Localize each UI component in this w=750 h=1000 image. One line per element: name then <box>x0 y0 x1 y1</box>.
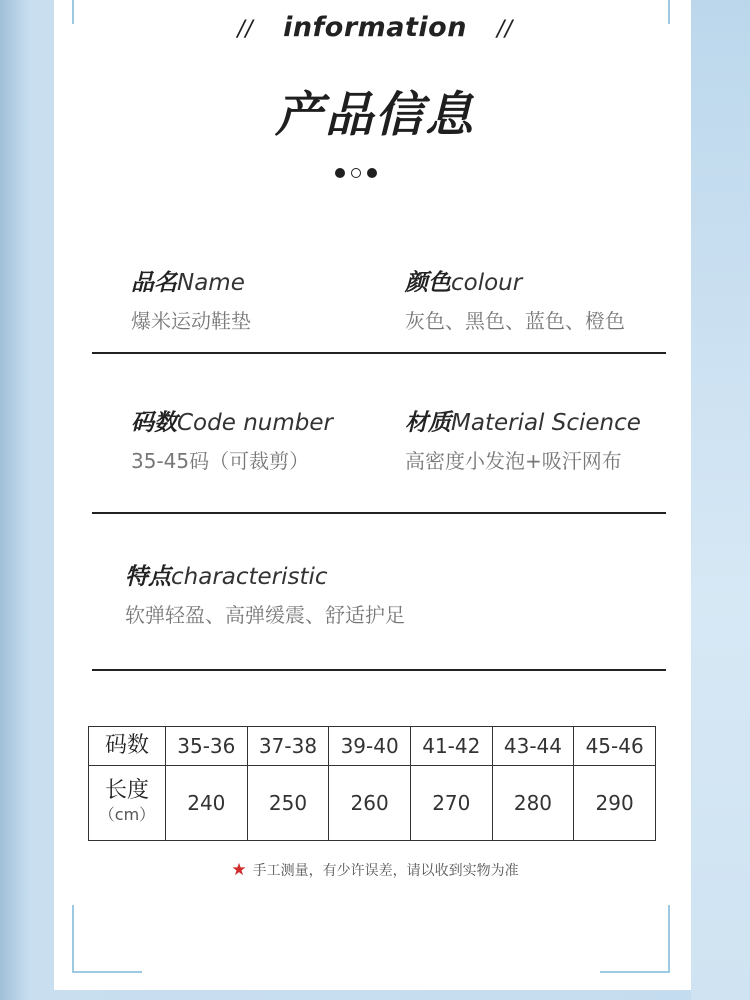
dot-filled-icon <box>367 168 377 178</box>
field-code-value: 35-45码（可裁剪） <box>131 449 310 473</box>
field-colour-value: 灰色、黑色、蓝色、橙色 <box>405 309 625 333</box>
field-material-en: Material Science <box>451 410 641 436</box>
divider <box>92 512 666 514</box>
row-header-length <box>89 765 166 841</box>
field-code <box>131 404 333 474</box>
field-name-label <box>131 264 251 297</box>
row-header-length-label: 长度 <box>104 777 149 803</box>
table-row <box>89 727 656 766</box>
field-colour-cn: 颜色 <box>405 270 451 296</box>
field-material-cn: 材质 <box>405 410 451 436</box>
dot-filled-icon <box>335 168 345 178</box>
length-cell: 290 <box>574 765 656 841</box>
section-heading-en <box>0 12 750 43</box>
field-feature <box>125 558 405 628</box>
info-card <box>54 0 691 990</box>
measurement-note <box>0 860 750 880</box>
field-code-cn: 码数 <box>131 410 177 436</box>
size-cell: 39-40 <box>329 727 411 766</box>
measurement-note-text: 手工测量，有少许误差，请以收到实物为准 <box>252 863 519 879</box>
size-cell: 45-46 <box>574 727 656 766</box>
field-feature-value: 软弹轻盈、高弹缓震、舒适护足 <box>125 603 405 627</box>
field-name-cn: 品名 <box>131 270 177 296</box>
size-cell: 37-38 <box>247 727 329 766</box>
divider <box>92 352 666 354</box>
page-title: 产品信息 <box>274 87 475 143</box>
divider <box>92 669 666 671</box>
size-cell: 41-42 <box>410 727 492 766</box>
size-table <box>88 726 656 841</box>
heading-en-text: information <box>283 12 467 43</box>
size-cell: 35-36 <box>166 727 248 766</box>
side-panel <box>691 0 750 1000</box>
field-code-label <box>131 404 333 437</box>
dot-open-icon <box>351 168 361 178</box>
field-material-value: 高密度小发泡+吸汗网布 <box>405 449 622 473</box>
length-cell: 270 <box>410 765 492 841</box>
row-header-size: 码数 <box>89 727 166 766</box>
field-code-en: Code number <box>177 410 333 436</box>
frame-corner-bottom-left <box>72 905 142 973</box>
field-colour-label <box>405 264 625 297</box>
field-feature-label <box>125 558 405 591</box>
dot-indicator <box>335 168 377 178</box>
length-cell: 250 <box>247 765 329 841</box>
field-colour-en: colour <box>451 270 523 296</box>
length-cell: 260 <box>329 765 411 841</box>
field-name-en: Name <box>177 270 245 296</box>
slash-right: // <box>496 17 513 42</box>
field-colour <box>405 264 625 334</box>
frame-corner-bottom-right <box>600 905 670 973</box>
field-name <box>131 264 251 334</box>
slash-left: // <box>237 17 254 42</box>
field-name-value: 爆米运动鞋垫 <box>131 309 251 333</box>
field-feature-en: characteristic <box>171 564 328 590</box>
field-material-label <box>405 404 641 437</box>
star-icon: ★ <box>231 860 247 880</box>
size-cell: 43-44 <box>492 727 574 766</box>
length-cell: 280 <box>492 765 574 841</box>
row-header-length-unit: （cm） <box>98 804 156 824</box>
field-material <box>405 404 641 474</box>
table-row <box>89 765 656 841</box>
length-cell: 240 <box>166 765 248 841</box>
field-feature-cn: 特点 <box>125 564 171 590</box>
